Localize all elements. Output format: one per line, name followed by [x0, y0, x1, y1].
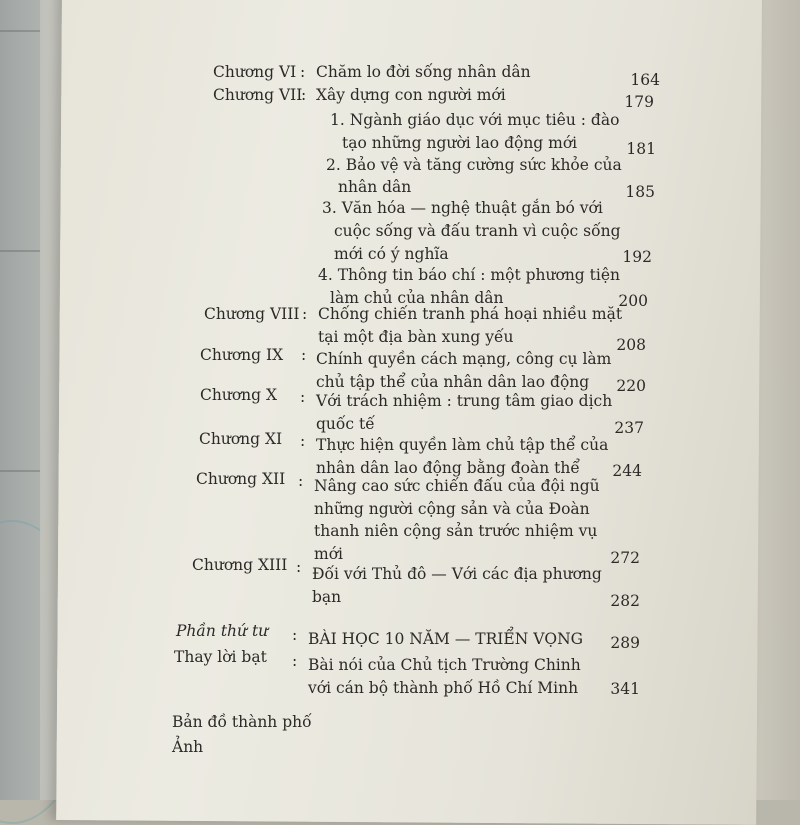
toc-chapter-label: Chương XI [199, 430, 283, 448]
toc-title-line: với cán bộ thành phố Hồ Chí Minh [308, 679, 579, 697]
toc-page-number: 341 [610, 680, 640, 698]
toc-colon: : [302, 305, 308, 323]
toc-colon: : [301, 86, 307, 104]
toc-page-number: 244 [612, 462, 642, 480]
toc-sub-line: 2. Bảo vệ và tăng cường sức khỏe của [326, 156, 622, 174]
toc-sub-line: cuộc sống và đấu tranh vì cuộc sống [334, 222, 621, 240]
toc-chapter-label: Chương IX [200, 346, 284, 364]
toc-chapter-label: Chương VIII [204, 305, 300, 323]
toc-title-line: Nâng cao sức chiến đấu của đội ngũ [314, 477, 600, 495]
toc-chapter-label: Chương VI [213, 63, 297, 81]
toc-title-line: những người cộng sản và của Đoàn [314, 500, 590, 518]
toc-page-number: 181 [626, 140, 656, 158]
toc-page-number: 179 [624, 93, 654, 111]
toc-title-line: Đối với Thủ đô — Với các địa phương [312, 565, 602, 583]
toc-chapter-label: Chương X [200, 386, 278, 404]
toc-page-number: 272 [610, 549, 640, 567]
toc-colon: : [292, 652, 298, 670]
toc-colon: : [292, 626, 298, 644]
toc-colon: : [298, 472, 304, 490]
toc-page-number: 200 [618, 292, 648, 310]
toc-colon: : [301, 346, 307, 364]
toc-title-line: Thực hiện quyền làm chủ tập thể của [316, 436, 609, 454]
toc-sub-line: làm chủ của nhân dân [330, 289, 504, 307]
toc-page-number: 208 [616, 336, 646, 354]
toc-chapter-label: Chương XII [196, 470, 286, 488]
toc-extra-photos: Ảnh [172, 738, 204, 756]
toc-sub-line: 3. Văn hóa — nghệ thuật gắn bó với [322, 199, 603, 217]
toc-title-line: chủ tập thể của nhân dân lao động [316, 373, 590, 391]
toc-colon: : [300, 63, 306, 81]
toc-title-line: Chống chiến tranh phá hoại nhiều mặt [318, 305, 623, 323]
toc-page-number: 282 [610, 592, 640, 610]
toc-extra-map: Bản đồ thành phố [172, 713, 312, 731]
toc-title-line: tại một địa bàn xung yếu [318, 328, 514, 346]
toc-page-number: 164 [630, 71, 660, 89]
toc-colon: : [296, 558, 302, 576]
toc-colon: : [300, 388, 306, 406]
toc-page-number: 220 [616, 377, 646, 395]
toc-title-line: nhân dân lao động bằng đoàn thể [316, 459, 580, 477]
toc-page-number: 192 [622, 248, 652, 266]
toc-sub-line: tạo những người lao động mới [342, 134, 578, 152]
toc-title-line: thanh niên cộng sản trước nhiệm vụ [314, 522, 598, 540]
toc-page-number: 237 [614, 419, 644, 437]
toc-title-line: BÀI HỌC 10 NĂM — TRIỂN VỌNG [308, 630, 584, 648]
toc-afterword-label: Thay lời bạt [174, 648, 267, 666]
toc-sub-line: 1. Ngành giáo dục với mục tiêu : đào [330, 111, 620, 129]
toc-title-line: Bài nói của Chủ tịch Trường Chinh [308, 656, 581, 674]
toc-sub-line: 4. Thông tin báo chí : một phương tiện [318, 266, 620, 284]
toc-title-line: Với trách nhiệm : trung tâm giao dịch [316, 392, 613, 410]
toc-sub-line: nhân dân [338, 178, 412, 196]
toc-title-line: bạn [312, 588, 342, 606]
toc-page-number: 289 [610, 634, 640, 652]
toc-title-line: quốc tế [316, 415, 375, 433]
toc-colon: : [300, 432, 306, 450]
toc-part-label: Phần thứ tư [176, 622, 269, 640]
toc-sub-line: mới có ý nghĩa [334, 245, 449, 263]
toc-title-line: Xây dựng con người mới [316, 86, 506, 104]
toc-title-line: Chính quyền cách mạng, công cụ làm [316, 350, 612, 368]
toc-title-line: Chăm lo đời sống nhân dân [316, 63, 531, 81]
toc-title-line: mới [314, 545, 343, 563]
toc-page-number: 185 [625, 183, 655, 201]
toc-chapter-label: Chương VII [213, 86, 303, 104]
toc-chapter-label: Chương XIII [192, 556, 288, 574]
